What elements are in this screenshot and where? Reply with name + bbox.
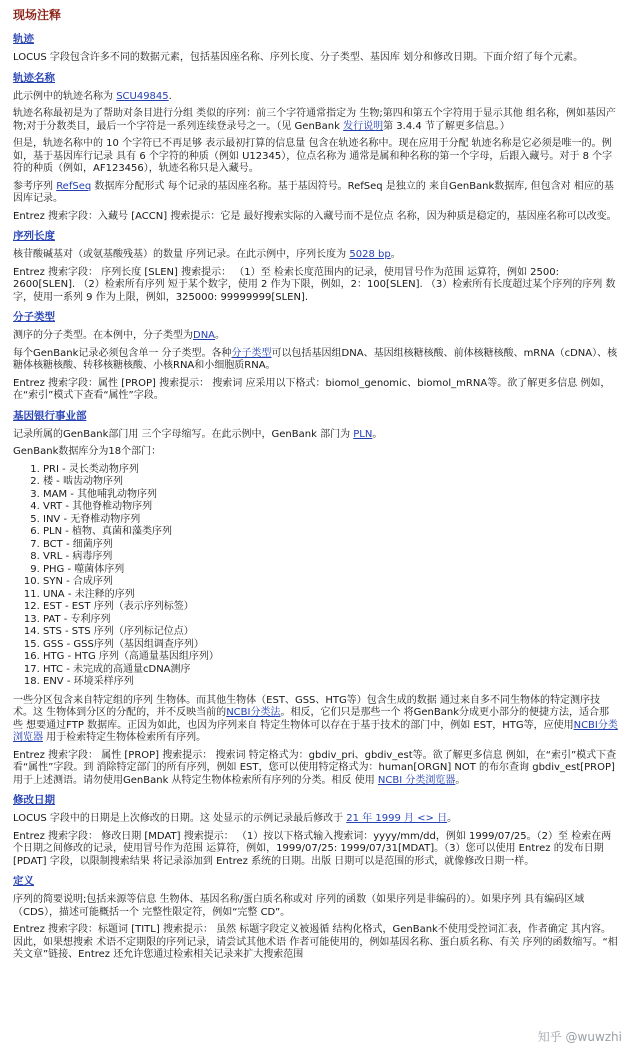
- text-segment: 第 3.4.4 节了解更多信息。）: [383, 120, 510, 132]
- text-segment: 。: [447, 813, 458, 824]
- text-segment: LOCUS 字段中的日期是上次修改的日期。这 处显示的示例记录最后修改于: [13, 813, 347, 824]
- paragraph-entrez-titl: Entrez 搜索字段：标题词 [TITL] 搜索提示： 虽然 标题字段定义被遏循 结构化格式，GenBank不使用受控词汇表，作者确定 其内容。因此，如果想搜索 术语不定期限的序列记录，请尝试其他术语 作者可能使用的，例如基因名称、蛋白质名称、有关 序列的函数缩写。“相关文章”链接、Entrez 还允许您通过检索相关记录来扩大搜索范围: [13, 924, 618, 960]
- division-item: 7. BCT - 细菌序列: [43, 539, 618, 552]
- division-item: 15. GSS - GSS序列（基因组调查序列）: [43, 639, 618, 652]
- paragraph-entrez-slen: Entrez 搜索字段： 序列长度 [SLEN] 搜索提示： （1）至 检索长度范围内的记录，使用冒号作为范围 运算符，例如 2500: 2600[SLEN]. （2）检索所有序列 短于某个数字，使用 2 作为下限，例如，2：100[SLEN]. （3）检索所有长度超过某个序列的序列 数字，使用一系列 9 作为上限，例如，325000: 99999999[SLEN].: [13, 266, 616, 303]
- link-scu49845[interactable]: SCU49845: [116, 90, 169, 102]
- division-item: 8. VRL - 病毒序列: [43, 551, 618, 564]
- section-heading-track[interactable]: 轨迹: [13, 33, 34, 45]
- paragraph-locus-intro: LOCUS 字段包含许多不同的数据元素，包括基因座名称、序列长度、分子类型、基因库 划分和修改日期。下面介绍了每个元素。: [13, 52, 584, 63]
- text-segment: 参考序列: [13, 180, 57, 192]
- division-item: 16. HTG - HTG 序列（高通量基因组序列）: [43, 651, 618, 664]
- link-release-notes[interactable]: 发行说明: [343, 120, 384, 132]
- division-item: 6. PLN - 植物、真菌和藻类序列: [43, 526, 618, 539]
- paragraph-refseq: [13, 181, 618, 206]
- paragraph-modification-date-example: [13, 813, 618, 826]
- text-segment: 一些分区包含来自特定组的序列 生物体。而其他生物体（EST、GSS、HTG等）包含生成的数据 通过来自多不同生物体的特定测序技术。这 生物体到分区的分配的，并不反映当前的: [13, 694, 600, 718]
- paragraph-entrez-accn: Entrez 搜索字段：入藏号 [ACCN] 搜索提示：它是 最好搜索实际的入藏号而不是位点 名称，因为种质是稳定的，基因座名称可以改变。: [13, 210, 617, 222]
- page-title: 现场注释: [13, 8, 62, 22]
- link-modification-date[interactable]: 21 年 1999 月 <> 日: [346, 813, 448, 824]
- section-heading-molecule-type[interactable]: 分子类型: [13, 311, 55, 323]
- text-segment: 。: [372, 428, 383, 440]
- paragraph-entrez-mdat: Entrez 搜索字段： 修改日期 [MDAT] 搜索提示： （1）按以下格式输入搜索词：yyyy/mm/dd，例如 1999/07/25。（2）至 检索在两个日期之间修改的记录，使用冒号作为范围 运算符，例如，1999/07/25: 1999/07/31[MDAT]。（3）您可以使用 Entrez 的发布日期 [PDAT] 字段，以限制搜索结果 将记录添加到 Entrez 系统的日期。出版 日期可以是范围的形式，就像修改日期一样。: [13, 830, 612, 867]
- division-item: 12. EST - EST 序列（表示序列标签）: [43, 601, 618, 614]
- text-segment: 可以包括基因组DNA、基因组核糖核酸、前体核糖核酸、mRNA（cDNA）、核糖体核糖核酸、转移核糖核酸、小核RNA和小细胞质RNA。: [13, 347, 618, 371]
- division-item: 14. STS - STS 序列（序列标记位点）: [43, 626, 618, 639]
- section-heading-definition[interactable]: 定义: [13, 875, 34, 887]
- division-item: 3. MAM - 其他哺乳动物序列: [43, 489, 618, 502]
- division-item: 10. SYN - 合成序列: [43, 576, 618, 589]
- division-item: 11. UNA - 未注释的序列: [43, 589, 618, 602]
- text-segment: 。: [455, 774, 466, 786]
- paragraph-molecule-types-list: [13, 348, 618, 373]
- paragraph-locus-name-origin: [13, 108, 618, 133]
- link-refseq[interactable]: RefSeq: [56, 180, 92, 192]
- paragraph-divisions-explanation: [13, 695, 618, 745]
- section-heading-locus-name[interactable]: 轨迹名称: [13, 71, 55, 84]
- link-ncbi-taxonomy-browser-2[interactable]: NCBI 分类浏览器: [377, 774, 456, 786]
- text-segment: .: [168, 90, 172, 102]
- paragraph-locus-name-limits: 但是，轨迹名称中的 10 个字符已不再足够 表示最初打算的信息量 包含在轨迹名称中。现在应用于分配 轨迹名称是它必须是唯一的。例如，基于基因库行记录 具有 6 个字符的种质（例如 U12345），位点名称为 通常是属和种名称的第一个字母，后跟入藏号。对于 8 个字符的种质（例如，AF123456），轨迹名称只是入藏号。: [13, 138, 613, 174]
- text-segment: 核苷酸碱基对（或氨基酸残基）的数量 序列记录。在此示例中，序列长度为: [13, 249, 350, 260]
- paragraph-definition-intro: 序列的简要说明;包括来源等信息 生物体、基因名称/蛋白质名称或对 序列的函数（如果序列是非编码的）。如果序列 具有编码区域（CDS），描述可能概括一个 完整性限定符，例如“完整 CD”。: [13, 894, 585, 918]
- genbank-divisions-list: [13, 464, 618, 689]
- link-ncbi-taxonomy[interactable]: NCBI分类法: [226, 707, 281, 718]
- text-segment: 记录所属的GenBank部门用 三个字母缩写。在此示例中，GenBank 部门为: [13, 428, 354, 440]
- division-item: 18. ENV - 环境采样序列: [43, 676, 618, 689]
- paragraph-genbank-division-example: [13, 429, 618, 442]
- text-segment: 用于检索特定生物体检索所有序列。: [43, 732, 207, 743]
- paragraph-entrez-prop-biomol: Entrez 搜索字段：属性 [PROP] 搜索提示： 搜索词 应采用以下格式：biomol_genomic、biomol_mRNA等。欲了解更多信息 例如，在“索引”模式下查看“属性”字段。: [13, 377, 611, 401]
- text-segment: 每个GenBank记录必须包含单一 分子类型。各种: [13, 347, 232, 359]
- text-segment: 。: [215, 330, 226, 341]
- paragraph-molecule-type-example: [13, 330, 618, 343]
- text-segment: 。相反，它们只是那些一个 将GenBank分成更小部分的便捷方法，适合那些 想要通过FTP 数据库。正因为如此，也因为序列来自 特定生物体可以存在于基于技术的部门中，例如 EST，HTG等，应使用: [13, 707, 610, 731]
- text-segment: 轨迹名称最初是为了帮助对条目进行分组 类似的序列：前三个字符通常指定为 生物;第四和第五个字符用于显示其他 组名称，例如基因产物;对于分数类目，最后一个字符是一系列连续登录号之一。（见 GenBank: [13, 108, 616, 132]
- section-heading-modification-date[interactable]: 修改日期: [13, 794, 55, 806]
- paragraph-divisions-intro: GenBank数据库分为18个部门：: [13, 446, 162, 457]
- link-5028bp[interactable]: 5028 bp: [349, 249, 391, 260]
- division-item: 13. PAT - 专利序列: [43, 614, 618, 627]
- text-segment: Entrez 搜索字段： 属性 [PROP] 搜索提示： 搜索词 特定格式为：gbdiv_pri、gbdiv_est等。欲了解更多信息 例如，在“索引”模式下查看“属性”字段。到 消除特定部门的所有序列，例如 EST，您可以使用特定格式为：human[ORGN] NOT 的布尔查询 gbdiv_est[PROP] 用于上述测语。请勿使用GenBank 从特定生物体检索所有序列的分类。相反 使用: [13, 749, 617, 786]
- text-segment: 测序的分子类型。在本例中，分子类型为: [13, 330, 193, 341]
- text-segment: 数据库分配形式 每个记录的基因座名称。基于基因符号。RefSeq 是独立的 来自GenBank数据库, 但包含对 相应的基因库记录。: [13, 180, 614, 204]
- link-dna[interactable]: DNA: [193, 330, 216, 341]
- section-heading-genbank-division[interactable]: 基因银行事业部: [13, 409, 87, 422]
- division-item: 4. VRT - 其他脊椎动物序列: [43, 501, 618, 514]
- division-item: 2. 楼 - 啮齿动物序列: [43, 476, 618, 489]
- link-pln[interactable]: PLN: [353, 428, 373, 440]
- section-heading-sequence-length[interactable]: 序列长度: [13, 230, 55, 242]
- division-item: 1. PRI - 灵长类动物序列: [43, 464, 618, 477]
- paragraph-sequence-length-example: [13, 249, 618, 262]
- division-item: 9. PHG - 噬菌体序列: [43, 564, 618, 577]
- division-item: 17. HTC - 未完成的高通量cDNA测序: [43, 664, 618, 677]
- division-item: 5. INV - 无脊椎动物序列: [43, 514, 618, 527]
- text-segment: 此示例中的轨迹名称为: [13, 90, 117, 102]
- text-segment: 。: [390, 249, 401, 260]
- paragraph-locus-name-example: [13, 91, 618, 104]
- watermark: 知乎 @wuwzhi: [537, 1030, 622, 1044]
- link-molecule-types[interactable]: 分子类型: [231, 347, 272, 359]
- link-ncbi-taxonomy-browser[interactable]: NCBI分类浏览器: [13, 719, 618, 743]
- paragraph-entrez-prop-gbdiv: [13, 750, 618, 788]
